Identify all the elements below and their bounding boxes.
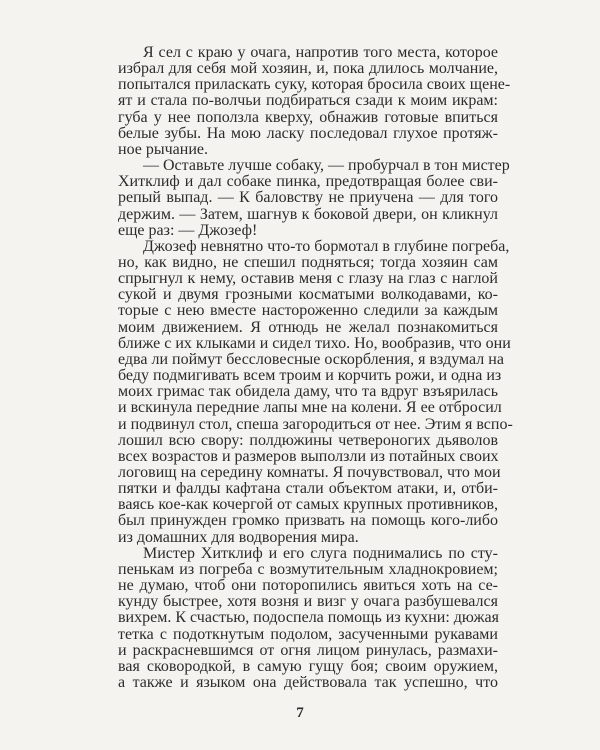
text-line: — Оставьте лучше собаку, — пробурчал в тон мистер xyxy=(143,157,510,174)
text-line: держим. — Затем, шагнув к боковой двери, он кликнул xyxy=(118,206,498,223)
text-line: но, как видно, не спешил подняться; тогда хозяин сам xyxy=(118,254,498,271)
page-number: 7 xyxy=(296,705,304,721)
text-line: и вскинула передние лапы мне на колени. Я ее отбросил xyxy=(118,399,502,416)
text-line: а также и языком она действовала так успешно, что xyxy=(118,674,498,691)
text-line: репый выпад. — К баловству не приучена — для того xyxy=(118,189,498,206)
text-line: пенькам из погреба с возмутительным хладнокровием; xyxy=(118,561,498,578)
text-line: вая сковородкой, в самую гущу боя; своим оружием, xyxy=(118,658,498,675)
text-line: беду подмигивать всем троим и корчить рожи, и одна из xyxy=(118,367,502,384)
text-line: всех возрастов и размеров выползли из потайных своих xyxy=(118,448,499,465)
text-line: был принужден громко призвать на помощь кого-либо xyxy=(118,512,498,529)
text-line: лошил всю свору: полдюжины четвероногих дьяволов xyxy=(118,432,498,449)
text-line: ное рычание. xyxy=(118,141,208,158)
text-line: Джозеф невнятно что-то бормотал в глубине погреба, xyxy=(143,238,510,255)
text-line: Мистер Хитклиф и его слуга поднимались по сту- xyxy=(143,545,498,562)
text-line: не думаю, чтоб они поторопились явиться хоть на се- xyxy=(118,577,498,594)
text-line: еще раз: — Джозеф! xyxy=(118,222,258,239)
text-line: попытался приласкать суку, которая бросила своих щене- xyxy=(118,76,511,93)
text-line: сукой и двумя грозными косматыми волкодавами, ко- xyxy=(118,286,498,303)
text-line: тетка с подоткнутым подолом, засученными рукавами xyxy=(118,626,498,643)
text-line: белые зубы. На мою ласку последовал глухое протяж- xyxy=(118,125,498,142)
text-line: логовищ на середину комнаты. Я почувствовал, что мои xyxy=(118,464,501,481)
text-line: избрал для себя мой хозяин, и, пока длилось молчание, xyxy=(118,60,498,77)
text-line: моим движением. Я отнюдь не желал познакомиться xyxy=(118,319,498,336)
text-line: Я сел с краю у очага, напротив того места, которое xyxy=(143,44,498,61)
text-line: ят и стала по-волчьи подбираться сзади к моим икрам: xyxy=(118,92,498,109)
text-line: вихрем. К счастью, подоспела помощь из кухни: дюжая xyxy=(118,609,499,626)
text-line: и раскрасневшимся от огня лицом ринулась, размахи- xyxy=(118,642,498,659)
text-line: и подвинул стол, спеша загородиться от нее. Этим я вспо- xyxy=(118,416,513,433)
text-line: едва ли поймут бессловесные оскорбления, я вздумал на xyxy=(118,351,504,368)
text-line: моих гримас так обидела даму, что та вдруг взъярилась xyxy=(118,383,498,400)
text-line: торые с нею вместе настороженно следили за каждым xyxy=(118,302,498,319)
text-line: ближе с их клыками и сидел тихо. Но, вообразив, что они xyxy=(118,335,511,352)
text-line: ваясь кое-как кочергой от самых крупных противников, xyxy=(118,496,498,513)
text-line: губа у нее поползла кверху, обнажив готовые впиться xyxy=(118,109,498,126)
text-line: пятки и фалды кафтана стали объектом атаки, и, отби- xyxy=(118,480,498,497)
text-line: кунду быстрее, хотя возня и визг у очага разбушевался xyxy=(118,593,498,610)
text-line: Хитклиф и дал собаке пинка, предотвращая более сви- xyxy=(118,173,498,190)
text-line: из домашних для водворения мира. xyxy=(118,529,359,546)
text-line: спрыгнул к нему, оставив меня с глазу на глаз с наглой xyxy=(118,270,498,287)
